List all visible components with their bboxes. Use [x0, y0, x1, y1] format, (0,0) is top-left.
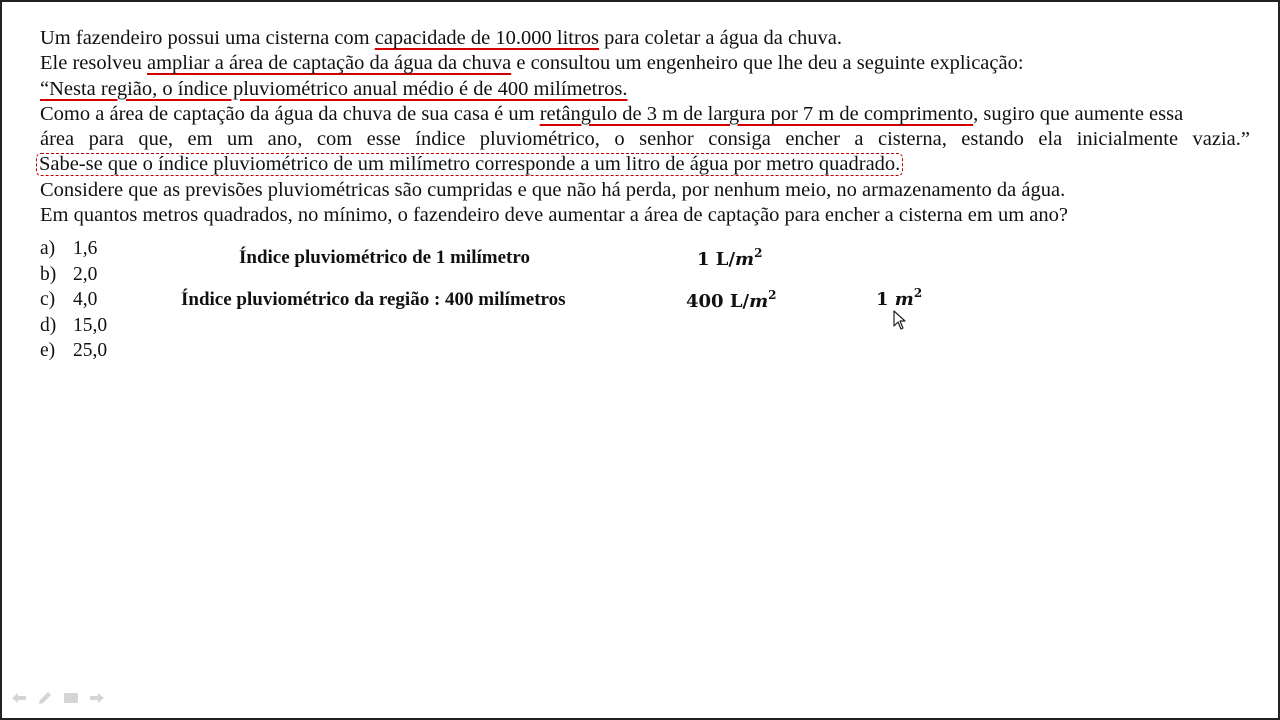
annotation-row1-label: Índice pluviométrico de 1 milímetro: [239, 247, 530, 268]
option-a: a) 1,6: [40, 238, 98, 259]
text-segment: , sugiro que aumente essa: [973, 102, 1184, 125]
menu-icon[interactable]: [62, 690, 80, 706]
text-segment: e consultou um engenheiro que lhe deu a seguinte explicação:: [511, 52, 1024, 75]
problem-line-1: [40, 26, 1250, 51]
problem-line-5: área para que, em um ano, com esse índice pluviométrico, o senhor consiga encher a cisterna, estando ela inicialmente vazia.”: [40, 128, 1250, 151]
underlined-rainfall-index: “Nesta região, o índice pluviométrico anual médio é de 400 milímetros.: [40, 77, 628, 100]
option-c: c) 4,0: [40, 289, 98, 311]
answer-options: [40, 236, 107, 364]
annotation-row1-value: 1 $L/m^2$: [697, 246, 763, 270]
annotation-row2-label: Índice pluviométrico da região : 400 milímetros: [181, 289, 566, 310]
underlined-expand-area: ampliar a área de captação da água da chuva: [147, 52, 512, 75]
underlined-rectangle-dimensions: retângulo de 3 m de largura por 7 m de comprimento: [539, 102, 974, 125]
annotation-area: 1 $m^2$: [876, 286, 923, 310]
pen-icon[interactable]: [36, 690, 54, 706]
underlined-capacity: capacidade de 10.000 litros: [374, 27, 600, 49]
annotation-row2-value: 400 $L/m^2$: [686, 288, 777, 312]
text-segment: Ele resolveu: [40, 52, 148, 75]
text-segment: Como a área de captação da água da chuva de sua casa é um: [40, 102, 540, 125]
previous-slide-icon[interactable]: [10, 690, 28, 706]
slideshow-toolbar: [10, 690, 106, 706]
text-segment: Um fazendeiro possui uma cisterna com: [40, 27, 375, 49]
option-b: b) 2,0: [40, 263, 98, 285]
text-segment: para coletar a água da chuva.: [599, 27, 843, 49]
option-e: e) 25,0: [40, 340, 108, 362]
problem-line-7: Considere que as previsões pluviométricas são cumpridas e que não há perda, por nenhum meio, no armazenamento da água.: [40, 178, 1066, 201]
dashed-box-highlight: Sabe-se que o índice pluviométrico de um milímetro corresponde a um litro de água por metro quadrado.: [36, 153, 903, 176]
next-slide-icon[interactable]: [88, 690, 106, 706]
problem-line-4: [40, 102, 1250, 127]
problem-line-6: [40, 152, 1250, 177]
mouse-pointer-icon: [893, 310, 907, 330]
problem-line-3: [40, 77, 1250, 102]
problem-statement: [40, 26, 1250, 228]
option-d: d) 15,0: [40, 314, 108, 336]
problem-line-2: [40, 51, 1250, 76]
problem-line-8: Em quantos metros quadrados, no mínimo, o fazendeiro deve aumentar a área de captação para encher a cisterna em um ano?: [40, 204, 1068, 227]
